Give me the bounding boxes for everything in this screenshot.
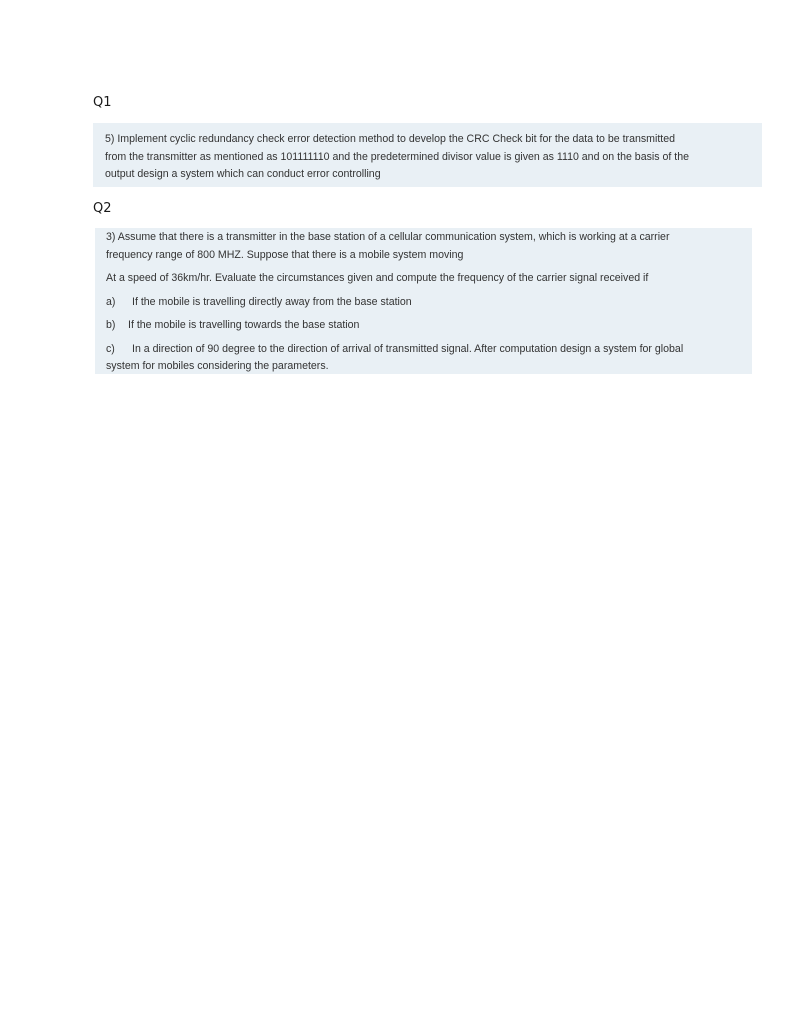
question-1-text-line-3: output design a system which can conduct error controlling (105, 168, 381, 180)
question-2-item-c-line-2: system for mobiles considering the parameters. (106, 360, 329, 372)
question-2-item-c (106, 341, 744, 359)
item-a-text: If the mobile is travelling directly away from the base station (132, 295, 412, 308)
item-b-marker: b) (106, 319, 116, 331)
question-1-box (93, 123, 762, 187)
question-2-label: Q2 (93, 201, 112, 216)
question-2-item-b (106, 317, 744, 335)
question-2-speed-line: At a speed of 36km/hr. Evaluate the circumstances given and compute the frequency of the carrier signal received if (106, 272, 649, 284)
question-2-item-a (106, 294, 744, 312)
question-1-label: Q1 (93, 95, 112, 110)
question-1-text-line-1: 5) Implement cyclic redundancy check error detection method to develop the CRC Check bit for the data to be transmitted (105, 133, 675, 145)
question-1-text-line-2: from the transmitter as mentioned as 101111110 and the predetermined divisor value is given as 1110 and on the basis of the (105, 150, 689, 163)
item-c-text: In a direction of 90 degree to the direction of arrival of transmitted signal. After computation design a system for global (132, 342, 684, 355)
item-c-marker: c) (106, 342, 115, 355)
item-b-text: If the mobile is travelling towards the base station (128, 319, 360, 331)
question-2-box (95, 228, 752, 374)
question-2-intro-line-2: frequency range of 800 MHZ. Suppose that there is a mobile system moving (106, 248, 464, 261)
item-a-marker: a) (106, 295, 116, 308)
question-2-intro-line-1: 3) Assume that there is a transmitter in the base station of a cellular communication system, which is working at a carrier (106, 231, 670, 243)
